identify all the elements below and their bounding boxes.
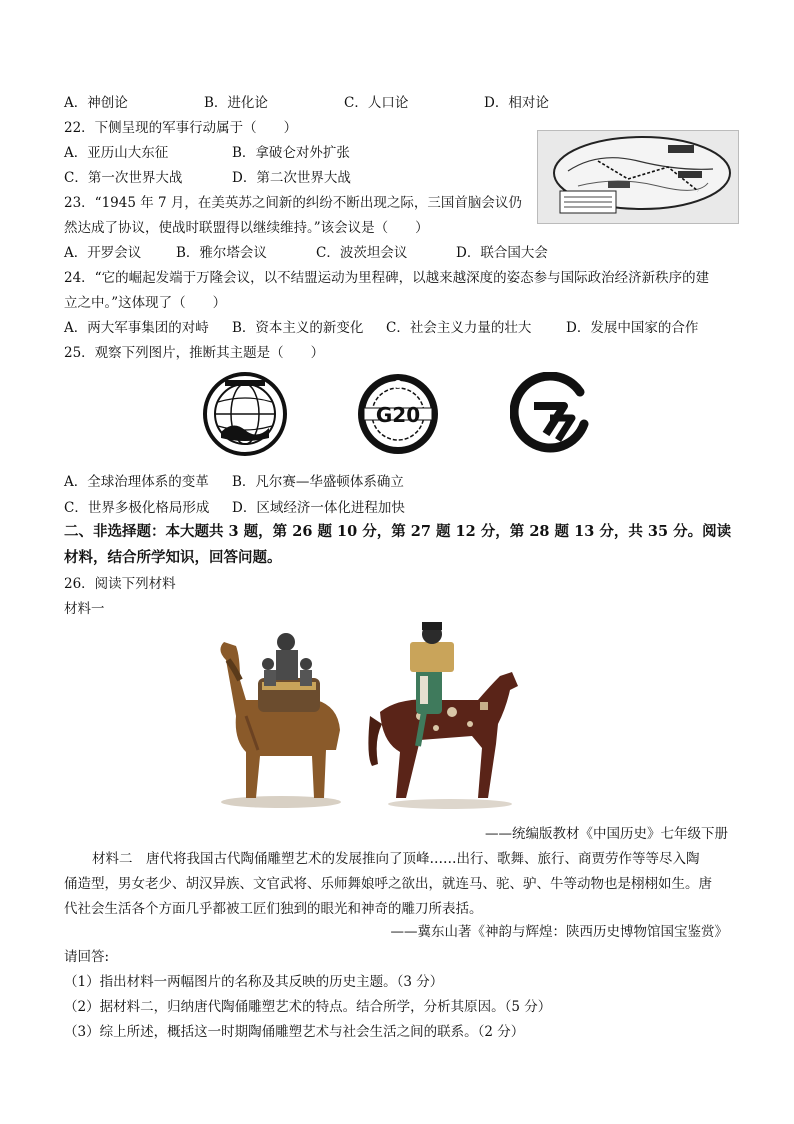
q25-option-a: A．全球治理体系的变革 (64, 474, 209, 490)
q24-option-c: C．社会主义力量的壮大 (386, 320, 532, 336)
q24-option-b: B．资本主义的新变化 (232, 320, 364, 336)
q26-question-3: （3）综上所述，概括这一时期陶俑雕塑艺术与社会生活之间的联系。（2 分） (64, 1024, 525, 1040)
q21-option-a: A．神创论 (64, 95, 128, 111)
g20-logo-text: G20 (375, 403, 421, 427)
q25-option-d: D．区域经济一体化进程加快 (232, 500, 405, 516)
q26-stem: 26．阅读下列材料 (64, 576, 176, 592)
q23-stem-line1: 23．“1945 年 7 月，在美英苏之间新的纠纷不断出现之际，三国首脑会议仍 (64, 195, 522, 211)
answer-prompt: 请回答: (64, 949, 110, 965)
q25-option-c: C．世界多极化格局形成 (64, 500, 210, 516)
q25-stem: 25．观察下列图片，推断其主题是（ ） (64, 345, 325, 361)
tang-horse-rider-figure-image (360, 616, 530, 812)
q23-option-d: D．联合国大会 (456, 245, 548, 261)
section2-heading-line2: 材料，结合所学知识，回答问题。 (64, 549, 282, 566)
q22-option-b: B．拿破仑对外扩张 (232, 145, 350, 161)
organization-globe-logo (203, 372, 287, 456)
q23-option-b: B．雅尔塔会议 (176, 245, 267, 261)
q23-stem-line2: 然达成了协议，使战时联盟得以继续维持。”该会议是（ ） (64, 220, 429, 236)
q24-stem-line1: 24．“它的崛起发端于万隆会议，以不结盟运动为里程碑，以越来越深度的姿态参与国际政治经济新秩序的建 (64, 270, 710, 286)
stylized-circle-logo (510, 372, 594, 456)
q23-option-a: A．开罗会议 (64, 245, 142, 261)
q24-option-d: D．发展中国家的合作 (566, 320, 699, 336)
q24-option-a: A．两大军事集团的对峙 (64, 320, 209, 336)
material2-line1: 材料二 唐代将我国古代陶俑雕塑艺术的发展推向了顶峰……出行、歌舞、旅行、商贾劳作等等尽入陶 (92, 851, 700, 867)
q26-question-1: （1）指出材料一两幅图片的名称及其反映的历史主题。（3 分） (64, 974, 444, 990)
q24-stem-line2: 立之中。”这体现了（ ） (64, 295, 227, 311)
tang-camel-figure-image (206, 620, 356, 810)
section2-heading-line1: 二、非选择题：本大题共 3 题，第 26 题 10 分，第 27 题 12 分，第 28 题 13 分，共 35 分。阅读 (64, 523, 732, 540)
q22-option-c: C．第一次世界大战 (64, 170, 183, 186)
q21-option-c: C．人口论 (344, 95, 409, 111)
q22-option-d: D．第二次世界大战 (232, 170, 351, 186)
q22-stem: 22．下侧呈现的军事行动属于（ ） (64, 120, 298, 136)
material1-label: 材料一 (64, 601, 105, 617)
q21-option-b: B．进化论 (204, 95, 268, 111)
g20-logo (356, 372, 440, 456)
q23-option-c: C．波茨坦会议 (316, 245, 408, 261)
q21-option-d: D．相对论 (484, 95, 549, 111)
military-campaign-map-image (537, 130, 739, 224)
material1-source: ——统编版教材《中国历史》七年级下册 (485, 826, 728, 842)
material2-line2: 俑造型，男女老少、胡汉异族、文官武将、乐师舞娘呼之欲出，就连马、驼、驴、牛等动物也是栩栩如生。唐 (64, 876, 712, 892)
q22-option-a: A．亚历山大东征 (64, 145, 169, 161)
q25-option-b: B．凡尔赛—华盛顿体系确立 (232, 474, 404, 490)
q26-question-2: （2）据材料二，归纳唐代陶俑雕塑艺术的特点。结合所学，分析其原因。（5 分） (64, 999, 552, 1015)
material2-line3: 代社会生活各个方面几乎都被工匠们独到的眼光和神奇的雕刀所表括。 (64, 901, 483, 917)
material2-source: ——冀东山著《神韵与辉煌：陕西历史博物馆国宝鉴赏》 (390, 924, 728, 940)
